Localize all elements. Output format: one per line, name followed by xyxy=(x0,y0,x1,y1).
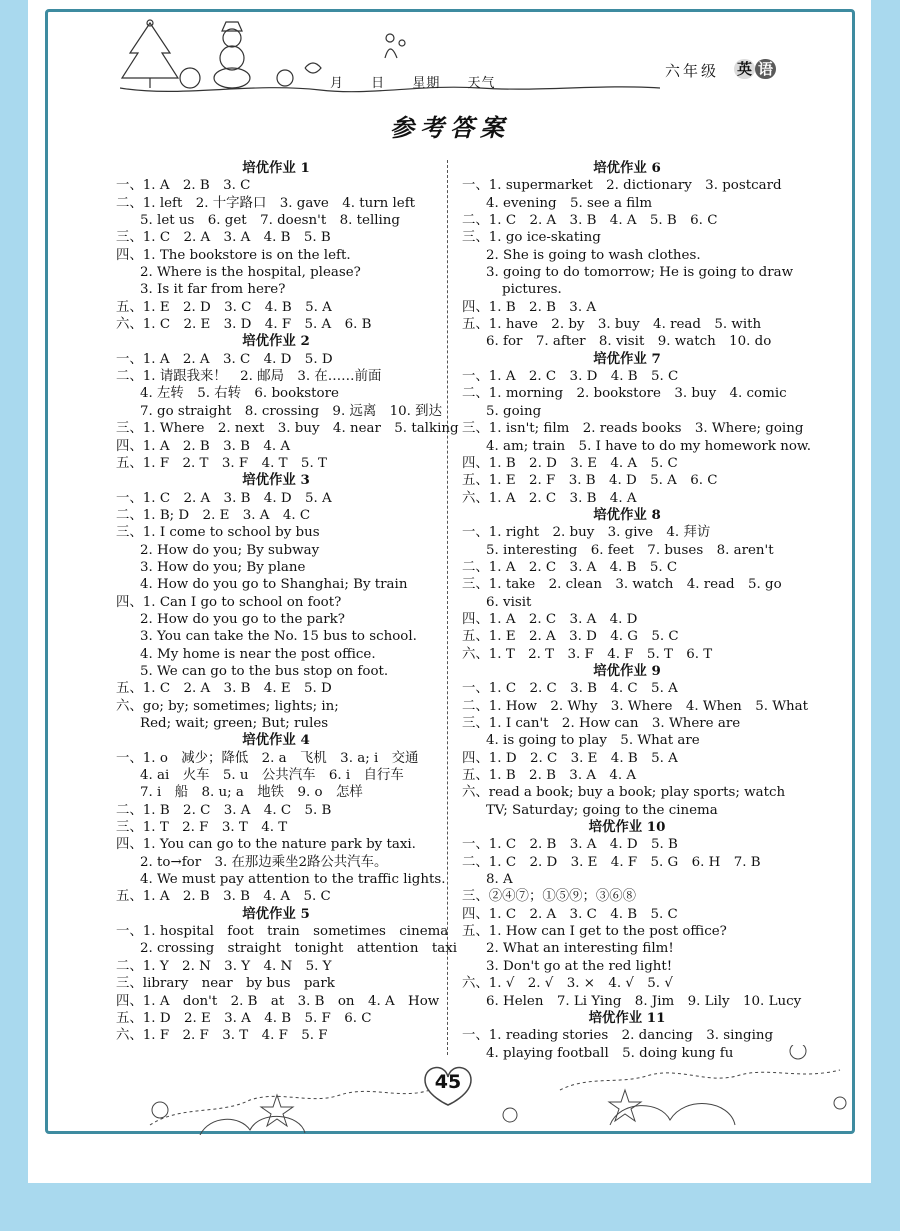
answer-line: 2. What an interesting film! xyxy=(486,941,674,957)
answer-line: 四、1. You can go to the nature park by taxi. xyxy=(116,837,416,853)
answer-line: 一、1. o 减少；降低 2. a 飞机 3. a; i 交通 xyxy=(116,750,419,766)
section-title: 培优作业 2 xyxy=(242,333,310,350)
answer-line: TV; Saturday; going to the cinema xyxy=(486,802,718,818)
weather-label: 天气 xyxy=(467,76,496,91)
answer-line: 3. going to do tomorrow; He is going to draw xyxy=(486,265,794,281)
answer-line: 四、1. A don't 2. B at 3. B on 4. A How xyxy=(116,993,440,1009)
section-title: 培优作业 4 xyxy=(242,732,310,749)
answer-line: 三、1. C 2. A 3. A 4. B 5. B xyxy=(116,230,331,246)
section-title: 培优作业 1 xyxy=(242,160,310,176)
answer-line: 五、1. have 2. by 3. buy 4. read 5. with xyxy=(462,317,762,333)
answer-line: 4. How do you go to Shanghai; By train xyxy=(140,577,408,593)
section-title: 培优作业 11 xyxy=(588,1009,666,1026)
answer-line: 6. Helen 7. Li Ying 8. Jim 9. Lily 10. Lucy xyxy=(486,993,802,1009)
answer-line: 二、1. Y 2. N 3. Y 4. N 5. Y xyxy=(116,958,332,974)
answer-line: 五、1. How can I get to the post office? xyxy=(462,924,727,940)
answer-line: 4. ai 火车 5. u 公共汽车 6. i 自行车 xyxy=(140,768,404,784)
answer-line: 五、1. E 2. D 3. C 4. B 5. A xyxy=(116,299,332,315)
answer-line: 5. going xyxy=(486,403,542,419)
answer-line: 4. My home is near the post office. xyxy=(140,646,376,662)
answer-line: 六、1. A 2. C 3. B 4. A xyxy=(462,490,637,506)
answer-line: 六、1. √ 2. √ 3. × 4. √ 5. √ xyxy=(462,976,673,992)
answer-line: 7. go straight 8. crossing 9. 远离 10. 到达 xyxy=(140,403,442,419)
answer-line: 2. How do you; By subway xyxy=(140,542,320,558)
answer-line: 四、1. B 2. D 3. E 4. A 5. C xyxy=(462,455,678,471)
answer-line: 二、1. B; D 2. E 3. A 4. C xyxy=(116,507,311,523)
answer-line: 三、1. Where 2. next 3. buy 4. near 5. talking xyxy=(116,421,459,437)
answer-line: 六、1. C 2. E 3. D 4. F 5. A 6. B xyxy=(116,317,372,333)
section-title: 培优作业 10 xyxy=(588,819,666,836)
answer-line: pictures. xyxy=(502,282,562,298)
answer-line: 3. How do you; By plane xyxy=(140,559,306,575)
answer-line: 二、1. left 2. 十字路口 3. gave 4. turn left xyxy=(116,195,416,211)
answer-line: 一、1. A 2. B 3. C xyxy=(116,178,251,194)
answer-line: 三、②④⑦；①⑤⑨；③⑥⑧ xyxy=(462,889,637,905)
answer-line: 5. let us 6. get 7. doesn't 8. telling xyxy=(140,213,400,229)
answer-line: 三、1. I can't 2. How can 3. Where are xyxy=(462,716,741,731)
answer-line: 2. How do you go to the park? xyxy=(140,611,345,627)
answer-line: 一、1. reading stories 2. dancing 3. singing xyxy=(462,1028,774,1044)
answer-line: Red; wait; green; But; rules xyxy=(140,716,329,731)
answer-line: 六、read a book; buy a book; play sports; watch xyxy=(462,785,786,801)
answer-line: 二、1. A 2. C 3. A 4. B 5. C xyxy=(462,559,678,575)
answers-right-column xyxy=(462,160,812,1062)
answer-line: 六、1. T 2. T 3. F 4. F 5. T 6. T xyxy=(462,646,713,662)
answer-line: 五、1. F 2. T 3. F 4. T 5. T xyxy=(116,455,327,471)
answer-line: 一、1. C 2. A 3. B 4. D 5. A xyxy=(116,490,332,506)
answer-line: 三、1. isn't; film 2. reads books 3. Where; going xyxy=(462,421,804,437)
answer-line: 三、1. T 2. F 3. T 4. T xyxy=(116,820,288,836)
answer-line: 四、1. The bookstore is on the left. xyxy=(116,247,351,263)
answer-line: 二、1. How 2. Why 3. Where 4. When 5. What xyxy=(462,698,808,714)
answer-line: 3. Is it far from here? xyxy=(140,282,286,298)
answer-line: 3. You can take the No. 15 bus to school. xyxy=(140,629,417,645)
answer-line: 一、1. hospital foot train sometimes cinema xyxy=(116,924,449,940)
subject-char-1: 英 xyxy=(734,59,755,79)
answer-line: 2. She is going to wash clothes. xyxy=(486,247,701,263)
answer-line: 4. playing football 5. doing kung fu xyxy=(486,1045,734,1061)
answer-line: 3. Don't go at the red light! xyxy=(486,958,673,974)
answer-line: 四、1. C 2. A 3. C 4. B 5. C xyxy=(462,906,678,922)
answer-line: 2. crossing straight tonight attention taxi xyxy=(140,941,458,957)
section-title: 培优作业 5 xyxy=(242,905,310,922)
subject-char-2: 语 xyxy=(755,59,776,79)
answer-line: 一、1. C 2. B 3. A 4. D 5. B xyxy=(462,837,678,853)
section-title: 培优作业 6 xyxy=(593,160,661,176)
answer-line: 一、1. right 2. buy 3. give 4. 拜访 xyxy=(462,525,711,541)
answer-line: 一、1. C 2. C 3. B 4. C 5. A xyxy=(462,681,678,697)
answer-line: 2. to→for 3. 在那边乘坐2路公共汽车。 xyxy=(140,854,388,870)
section-title: 培优作业 8 xyxy=(593,506,661,523)
column-divider xyxy=(447,160,448,1055)
answer-line: 五、1. B 2. B 3. A 4. A xyxy=(462,768,637,784)
answer-line: 四、1. A 2. B 3. B 4. A xyxy=(116,438,291,454)
clouds-stars-decoration xyxy=(140,1045,850,1135)
answer-line: 8. A xyxy=(486,872,513,888)
answer-line: 六、go; by; sometimes; lights; in; xyxy=(116,698,339,714)
answer-line: 4. evening 5. see a film xyxy=(486,195,653,211)
answer-line: 三、1. go ice-skating xyxy=(462,230,601,246)
answer-line: 四、1. Can I go to school on foot? xyxy=(116,594,342,610)
answer-line: 四、1. A 2. C 3. A 4. D xyxy=(462,611,638,627)
answers-left-column xyxy=(116,160,459,1045)
grade-label: 六年级 xyxy=(665,62,720,80)
page-number: 45 xyxy=(434,1071,462,1093)
answer-line: 4. am; train 5. I have to do my homework now. xyxy=(486,438,812,454)
month-label: 月 xyxy=(330,76,345,91)
answer-line: 二、1. C 2. A 3. B 4. A 5. B 6. C xyxy=(462,213,718,229)
section-title: 培优作业 9 xyxy=(593,662,661,679)
answer-line: 5. interesting 6. feet 7. buses 8. aren't xyxy=(486,542,774,558)
date-weather-line xyxy=(330,72,517,91)
answer-line: 四、1. B 2. B 3. A xyxy=(462,299,597,315)
answer-line: 6. for 7. after 8. visit 9. watch 10. do xyxy=(486,334,772,350)
page-title: 参考答案 xyxy=(390,113,510,142)
answer-line: 4. is going to play 5. What are xyxy=(486,733,700,749)
answer-line: 三、library near by bus park xyxy=(116,976,335,992)
answer-line: 三、1. take 2. clean 3. watch 4. read 5. go xyxy=(462,577,782,593)
answer-line: 二、1. B 2. C 3. A 4. C 5. B xyxy=(116,802,332,818)
section-title: 培优作业 3 xyxy=(242,472,310,489)
answer-line: 五、1. E 2. F 3. B 4. D 5. A 6. C xyxy=(462,473,718,489)
answer-line: 2. Where is the hospital, please? xyxy=(140,265,361,281)
answer-line: 6. visit xyxy=(486,594,532,610)
answer-line: 7. i 船 8. u; a 地铁 9. o 怎样 xyxy=(140,785,363,801)
answer-line: 一、1. A 2. A 3. C 4. D 5. D xyxy=(116,351,333,367)
answer-line: 五、1. D 2. E 3. A 4. B 5. F 6. C xyxy=(116,1010,372,1026)
answer-line: 六、1. F 2. F 3. T 4. F 5. F xyxy=(116,1028,328,1044)
answer-line: 三、1. I come to school by bus xyxy=(116,525,320,541)
weekday-label: 星期 xyxy=(412,76,441,91)
answer-line: 二、1. 请跟我来！ 2. 邮局 3. 在……前面 xyxy=(116,369,382,385)
answer-line: 4. 左转 5. 右转 6. bookstore xyxy=(140,386,339,402)
answer-line: 五、1. C 2. A 3. B 4. E 5. D xyxy=(116,681,332,697)
answer-line: 二、1. morning 2. bookstore 3. buy 4. comic xyxy=(462,386,787,402)
day-label: 日 xyxy=(371,76,386,91)
answer-line: 五、1. A 2. B 3. B 4. A 5. C xyxy=(116,889,331,905)
answer-line: 一、1. A 2. C 3. D 4. B 5. C xyxy=(462,369,679,385)
answer-line: 5. We can go to the bus stop on foot. xyxy=(140,663,389,679)
answer-line: 四、1. D 2. C 3. E 4. B 5. A xyxy=(462,750,678,766)
answer-line: 五、1. E 2. A 3. D 4. G 5. C xyxy=(462,629,679,645)
subject-badge xyxy=(734,58,776,79)
answer-line: 4. We must pay attention to the traffic lights. xyxy=(140,872,446,888)
answer-line: 二、1. C 2. D 3. E 4. F 5. G 6. H 7. B xyxy=(462,854,761,870)
answer-line: 一、1. supermarket 2. dictionary 3. postcard xyxy=(462,178,782,194)
section-title: 培优作业 7 xyxy=(593,350,661,367)
